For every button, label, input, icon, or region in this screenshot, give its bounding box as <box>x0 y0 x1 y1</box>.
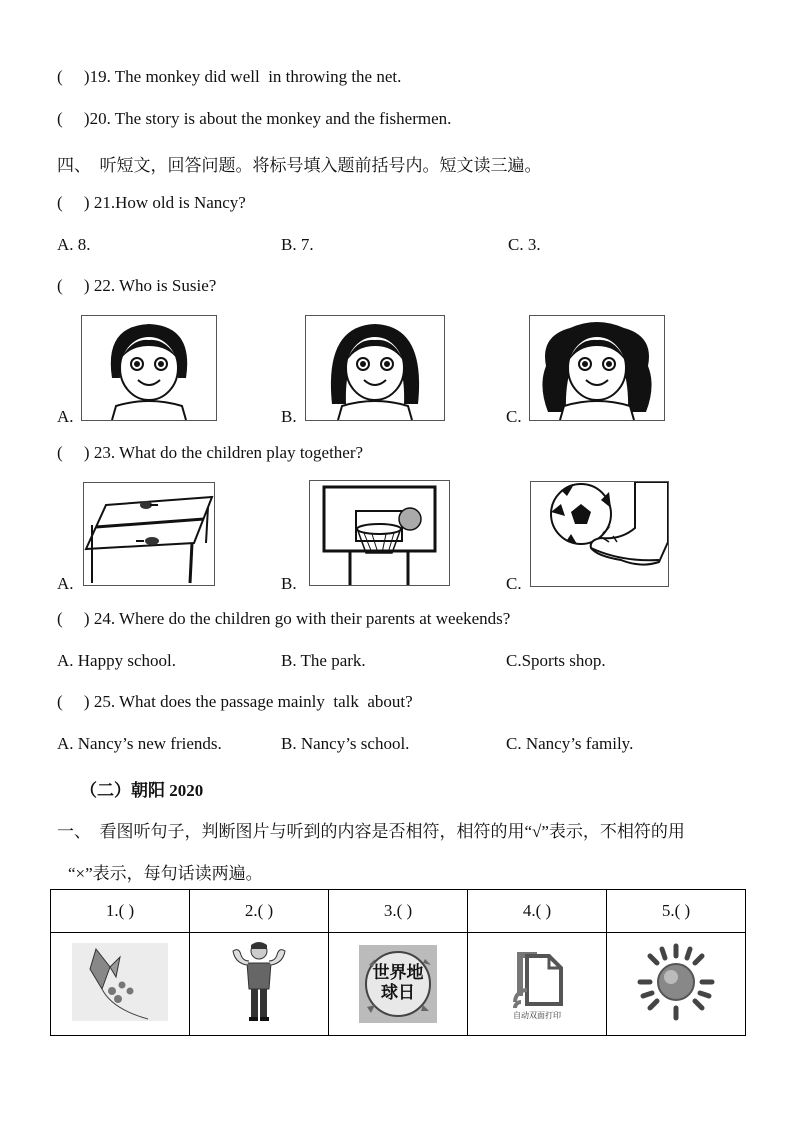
part-2-instruction-line-2: “×”表示，每句话读两遍。 <box>68 864 263 883</box>
table-cell-2 <box>190 933 329 1036</box>
duplex-print-label: 自动双面打印 <box>513 1010 561 1020</box>
q24-option-c: C.Sports shop. <box>506 651 606 670</box>
girl-short-hair-picture <box>81 315 217 421</box>
question-25: ( ) 25. What does the passage mainly talk about? <box>57 692 413 711</box>
part-2-heading: （二）朝阳 2020 <box>80 781 204 800</box>
table-header-4: 4.( ) <box>468 890 607 933</box>
question-19: ( )19. The monkey did well in throwing the net. <box>57 67 402 86</box>
table-header-2: 2.( ) <box>190 890 329 933</box>
q25-option-c: C. Nancy’s family. <box>506 734 634 753</box>
q23-option-c-label: C. <box>506 574 522 593</box>
q23-option-a-label: A. <box>57 574 74 593</box>
table-cell-4 <box>468 933 607 1036</box>
question-20: ( )20. The story is about the monkey and the fishermen. <box>57 109 452 128</box>
q25-option-a: A. Nancy’s new friends. <box>57 734 222 753</box>
q25-option-b: B. Nancy’s school. <box>281 734 410 753</box>
q21-option-c: C. 3. <box>508 235 541 254</box>
girl-curly-hair-picture <box>529 315 665 421</box>
question-22: ( ) 22. Who is Susie? <box>57 276 217 295</box>
earth-day-text: 世界地球日 <box>372 963 424 1003</box>
girl-shoulder-hair-picture <box>305 315 445 421</box>
question-23: ( ) 23. What do the children play together? <box>57 443 364 462</box>
q21-option-b: B. 7. <box>281 235 314 254</box>
earth-day-icon <box>359 945 437 1023</box>
question-21: ( ) 21.How old is Nancy? <box>57 193 246 212</box>
q21-option-a: A. 8. <box>57 235 91 254</box>
picture-judgement-table <box>50 889 746 1036</box>
strong-man-icon <box>229 941 289 1028</box>
football-picture <box>530 481 669 587</box>
basketball-hoop-picture <box>309 480 450 586</box>
table-cell-5 <box>607 933 746 1036</box>
duplex-print-icon <box>497 948 577 1021</box>
q24-option-a: A. Happy school. <box>57 651 176 670</box>
q22-option-b-label: B. <box>281 407 297 426</box>
part-2-instruction-line-1: 一、 看图听句子，判断图片与听到的内容是否相符，相符的用“√”表示，不相符的用 <box>57 822 685 841</box>
table-cell-1 <box>51 933 190 1036</box>
question-24: ( ) 24. Where do the children go with their parents at weekends? <box>57 609 511 628</box>
table-header-1: 1.( ) <box>51 890 190 933</box>
q22-option-a-label: A. <box>57 407 74 426</box>
q24-option-b: B. The park. <box>281 651 366 670</box>
q22-option-c-label: C. <box>506 407 522 426</box>
table-header-3: 3.( ) <box>329 890 468 933</box>
ping-pong-table-picture <box>83 482 215 586</box>
q23-option-b-label: B. <box>281 574 297 593</box>
section-4-heading: 四、 听短文，回答问题。将标号填入题前括号内。短文读三遍。 <box>57 156 542 175</box>
table-cell-3 <box>329 933 468 1036</box>
table-header-5: 5.( ) <box>607 890 746 933</box>
kite-icon <box>72 943 168 1026</box>
sun-icon <box>636 942 716 1027</box>
